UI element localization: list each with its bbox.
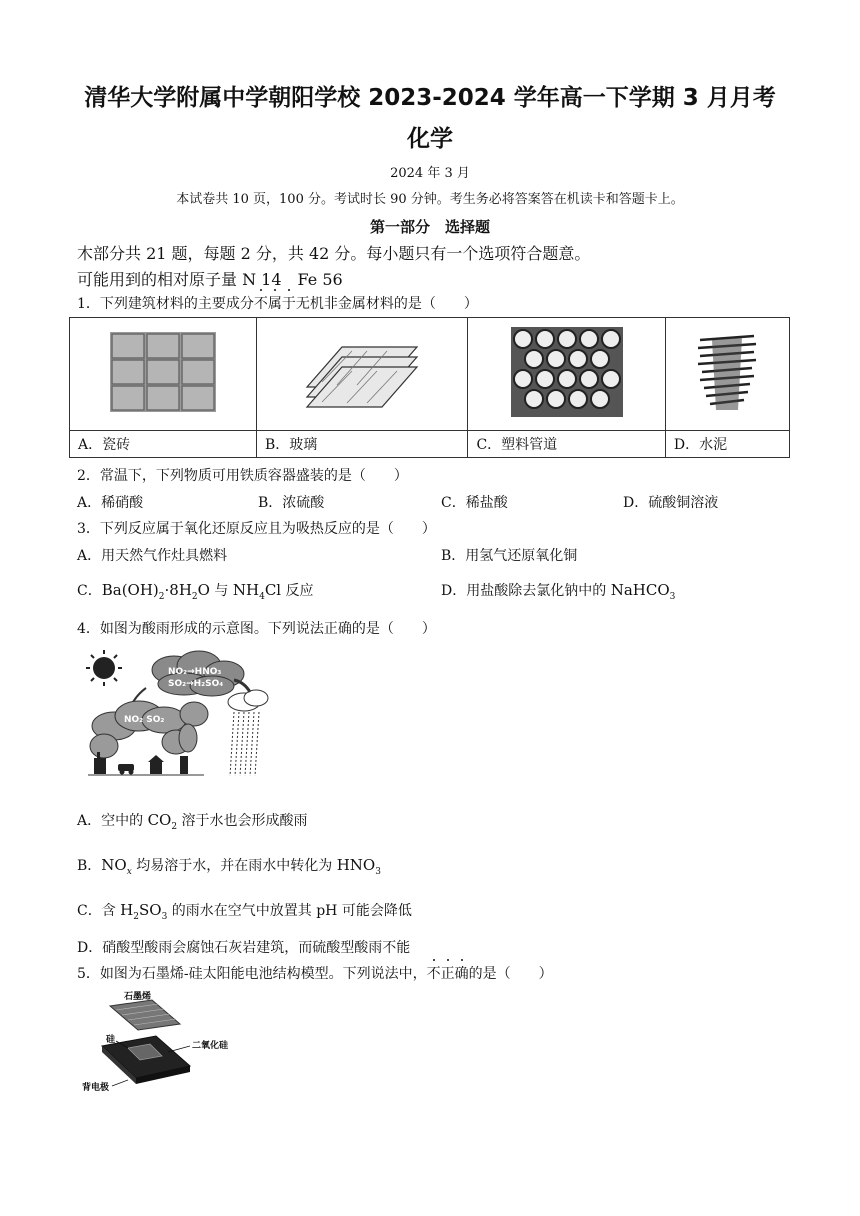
q5-stem-b: 的是（ ） (468, 966, 553, 982)
f-nahco: NaHCO (610, 581, 670, 599)
q2-stem: 2．常温下，下列物质可用铁质容器盛装的是（ ） (77, 468, 408, 484)
q3-option-c-formula-2 (232, 581, 282, 602)
q3-option-d-formula (610, 581, 676, 602)
q4-c-formula (120, 901, 168, 922)
subject-title: 化学 (407, 126, 453, 152)
q1-option-c: C．塑料管道 (468, 431, 665, 458)
pipe-image (511, 327, 623, 417)
q3-stem: 3．下列反应属于氧化还原反应且为吸热反应的是（ ） (77, 521, 436, 537)
q2-option-c: C．稀盐酸 (441, 495, 508, 511)
q1-stem-b: 无机非金属材料的是（ ） (295, 296, 478, 312)
cloud-label-1: NO₂→HNO₃ (168, 667, 222, 677)
q1-stem (77, 293, 478, 313)
f-hno-sub: 3 (375, 867, 381, 877)
f-co: CO (147, 811, 172, 829)
q4-c-prefix: C．含 (77, 903, 121, 919)
f-o: O (197, 581, 210, 599)
f-cl: Cl (264, 581, 282, 599)
f-nahco-sub: 3 (669, 592, 676, 602)
f-hno: HNO (336, 856, 376, 874)
f-no: NO (101, 856, 127, 874)
house-icon (148, 755, 164, 774)
cloud-label-2: SO₂→H₂SO₄ (168, 679, 224, 689)
exam-notice: 本试卷共 10 页，100 分。考试时长 90 分钟。考生务必将答案答在机读卡和答题卡上。 (176, 192, 684, 207)
label-silica: 二氧化硅 (192, 1041, 229, 1051)
emphasis-char: 不 (254, 293, 268, 313)
q1-options-table (69, 317, 790, 458)
q3-option-d (441, 580, 675, 602)
q4-b-prefix: B． (77, 858, 102, 874)
rain-lines (230, 712, 259, 776)
acid-rain-figure (84, 648, 270, 780)
f-so: SO (139, 901, 162, 919)
f-ba: Ba (101, 581, 122, 599)
f-nh-sub: 4 (259, 592, 265, 602)
q3-option-c-mid: 与 (209, 583, 233, 599)
glass-image (302, 327, 422, 417)
section-heading: 第一部分 选择题 (369, 218, 490, 236)
q2-option-a: A．稀硝酸 (77, 495, 144, 511)
q4-option-c (77, 900, 412, 922)
q4-option-b (77, 855, 381, 877)
q1-image-pipe-cell (468, 318, 665, 431)
q1-image-glass-cell (256, 318, 467, 431)
plant-icon (180, 756, 188, 774)
emphasis-char: 于 (282, 293, 296, 313)
f-h: H (120, 901, 134, 919)
exam-title: 清华大学附属中学朝阳学校 2023-2024 学年高一下学期 3 月月考 (84, 85, 776, 111)
f-8h: ·8H (164, 581, 192, 599)
q3-option-c-formula (101, 581, 210, 602)
q2-option-b: B．浓硫酸 (258, 495, 325, 511)
q3-option-c-prefix: C． (77, 583, 102, 599)
q4-b-mid: 均易溶于水，并在雨水中转化为 (131, 858, 337, 874)
sun-icon (86, 650, 122, 686)
q4-b-formula-2 (336, 856, 381, 877)
f-so-sub: 3 (161, 912, 168, 922)
smoke-cloud (90, 701, 208, 758)
section-intro: 木部分共 21 题，每题 2 分，共 42 分。每小题只有一个选项符合题意。 (77, 244, 591, 263)
emphasis-char: 正 (441, 963, 455, 983)
q1-image-cement-cell (665, 318, 789, 431)
emphasis-char: 不 (427, 963, 441, 983)
q3-option-b: B．用氢气还原氧化铜 (441, 548, 578, 564)
q1-stem-emph (254, 296, 296, 312)
q3-option-d-prefix: D．用盐酸除去氯化钠中的 (441, 583, 611, 599)
smoke-label: NO₂ SO₂ (124, 715, 165, 725)
q4-a-suffix: 溶于水也会形成酸雨 (177, 813, 308, 829)
f-nh: NH (232, 581, 260, 599)
q5-stem (77, 963, 553, 983)
q1-image-tile-cell (70, 318, 257, 431)
f-co-sub: 2 (171, 822, 178, 832)
q4-a-formula (147, 811, 178, 832)
q4-option-d: D．硝酸型酸雨会腐蚀石灰岩建筑，而硫酸型酸雨不能 (77, 940, 411, 956)
q3-option-c (77, 580, 314, 602)
car-icon (118, 764, 134, 775)
cement-image (692, 330, 762, 415)
atomic-mass-line: 可能用到的相对原子量 N 14 Fe 56 (77, 270, 343, 289)
graphene-layer (110, 1000, 180, 1030)
emphasis-char: 确 (455, 963, 469, 983)
q2-option-d: D．硫酸铜溶液 (623, 495, 719, 511)
f-oh-sub: 2 (158, 592, 165, 602)
arrow-right-icon (234, 680, 250, 692)
q1-option-a: A．瓷砖 (70, 431, 257, 458)
q4-option-a (77, 810, 308, 832)
q3-option-c-suffix: 反应 (281, 583, 314, 599)
f-h-sub: 2 (133, 912, 139, 922)
f-8h-sub: 2 (191, 592, 198, 602)
q4-b-formula (101, 856, 132, 877)
label-back-electrode: 背电极 (82, 1083, 110, 1093)
f-oh: (OH) (121, 581, 159, 599)
q4-c-suffix: 的雨水在空气中放置其 pH 可能会降低 (167, 903, 412, 919)
emphasis-char: 属 (268, 293, 282, 313)
q1-stem-a: 1．下列建筑材料的主要成分 (77, 296, 254, 312)
label-silicon: 硅 (106, 1035, 116, 1045)
q1-option-d: D．水泥 (665, 431, 789, 458)
label-graphene: 石墨烯 (124, 992, 152, 1002)
q3-option-a: A．用天然气作灶具燃料 (77, 548, 228, 564)
q1-option-b: B．玻璃 (256, 431, 467, 458)
f-no-sub: x (126, 867, 132, 877)
tile-image (110, 332, 216, 412)
q5-stem-a: 5．如图为石墨烯-硅太阳能电池结构模型。下列说法中， (77, 966, 427, 982)
exam-date: 2024 年 3 月 (390, 166, 470, 181)
q5-stem-emph (427, 966, 469, 982)
solar-cell-figure (80, 988, 250, 1094)
q4-stem: 4．如图为酸雨形成的示意图。下列说法正确的是（ ） (77, 621, 436, 637)
rain-cloud (228, 690, 268, 711)
q4-a-prefix: A．空中的 (77, 813, 148, 829)
